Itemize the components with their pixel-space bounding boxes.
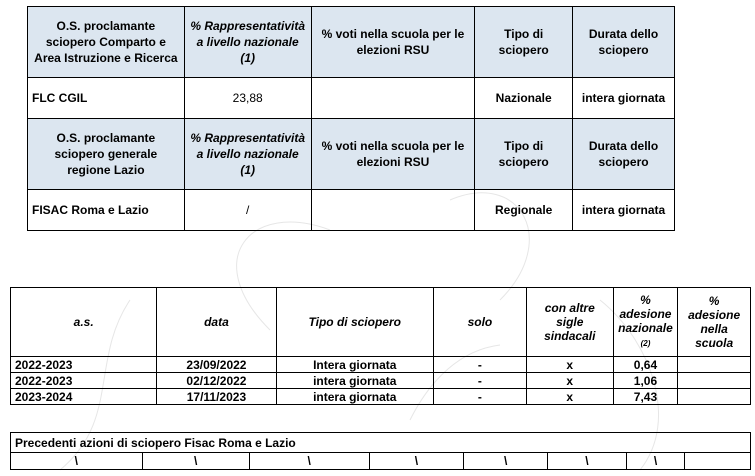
strike-duration-value: intera giornata xyxy=(573,190,675,231)
alone-cell: - xyxy=(433,357,526,373)
date-cell: 02/12/2022 xyxy=(157,373,276,389)
strike-type-value: Nazionale xyxy=(475,78,573,119)
header-strike-duration: Durata dello sciopero xyxy=(573,119,675,190)
header-strike-duration: Durata dello sciopero xyxy=(573,7,675,78)
national-adhesion-note: (2) xyxy=(640,339,651,348)
strike-type-cell: Intera giornata xyxy=(276,357,433,373)
table3-title-row xyxy=(11,433,751,453)
empty-cell: \ xyxy=(142,453,249,470)
empty-cell: \ xyxy=(11,453,143,470)
school-adhesion-cell xyxy=(678,389,751,405)
school-adhesion-cell xyxy=(678,357,751,373)
empty-cell: \ xyxy=(369,453,464,470)
national-adhesion-cell: 1,06 xyxy=(613,373,678,389)
school-year-cell: 2022-2023 xyxy=(11,373,157,389)
empty-cell: \ xyxy=(464,453,548,470)
union-name: FLC CGIL xyxy=(28,78,185,119)
strike-type-value: Regionale xyxy=(475,190,573,231)
header-strike-type: Tipo di sciopero xyxy=(276,288,433,357)
header-representativeness: % Rappresentatività a livello nazionale (1) xyxy=(184,7,311,78)
other-unions-cell: x xyxy=(526,373,613,389)
header-representativeness: % Rappresentatività a livello nazionale (1) xyxy=(184,119,311,190)
other-unions-cell: x xyxy=(526,389,613,405)
table2-header-row xyxy=(11,288,751,357)
empty-cell xyxy=(685,453,751,470)
empty-cell: \ xyxy=(249,453,369,470)
table1-header-row-2 xyxy=(28,119,675,190)
header-rsu-votes: % voti nella scuola per le elezioni RSU xyxy=(311,7,475,78)
header-alone: solo xyxy=(433,288,526,357)
strike-history-table xyxy=(10,287,751,405)
table2-row xyxy=(11,389,751,405)
representativeness-value: 23,88 xyxy=(184,78,311,119)
table2-row xyxy=(11,373,751,389)
union-name: FISAC Roma e Lazio xyxy=(28,190,185,231)
other-unions-cell: x xyxy=(526,357,613,373)
header-school-year: a.s. xyxy=(11,288,157,357)
strike-duration-value: intera giornata xyxy=(573,78,675,119)
alone-cell: - xyxy=(433,373,526,389)
previous-strikes-table xyxy=(10,432,751,470)
header-school-adhesion: % adesione nella scuola xyxy=(678,288,751,357)
alone-cell: - xyxy=(433,389,526,405)
table1-header-row-1 xyxy=(28,7,675,78)
rsu-votes-value xyxy=(311,190,475,231)
header-with-other-unions: con altre sigle sindacali xyxy=(526,288,613,357)
school-year-cell: 2022-2023 xyxy=(11,357,157,373)
header-rsu-votes: % voti nella scuola per le elezioni RSU xyxy=(311,119,475,190)
strike-type-cell: intera giornata xyxy=(276,389,433,405)
date-cell: 23/09/2022 xyxy=(157,357,276,373)
national-adhesion-label: % adesione nazionale xyxy=(618,293,673,335)
date-cell: 17/11/2023 xyxy=(157,389,276,405)
strike-type-cell: intera giornata xyxy=(276,373,433,389)
strike-unions-table xyxy=(27,6,675,231)
empty-cell: \ xyxy=(548,453,627,470)
table3-data-row xyxy=(11,453,751,470)
school-adhesion-cell xyxy=(678,373,751,389)
header-union-regional: O.S. proclamante sciopero generale regione Lazio xyxy=(28,119,185,190)
previous-strikes-title: Precedenti azioni di sciopero Fisac Roma e Lazio xyxy=(11,433,751,453)
empty-cell: \ xyxy=(626,453,685,470)
header-national-adhesion xyxy=(613,288,678,357)
national-adhesion-cell: 0,64 xyxy=(613,357,678,373)
table1-row-flc xyxy=(28,78,675,119)
header-strike-type: Tipo di sciopero xyxy=(475,119,573,190)
table2-row xyxy=(11,357,751,373)
national-adhesion-cell: 7,43 xyxy=(613,389,678,405)
school-year-cell: 2023-2024 xyxy=(11,389,157,405)
header-union-national: O.S. proclamante sciopero Comparto e Area Istruzione e Ricerca xyxy=(28,7,185,78)
representativeness-value: / xyxy=(184,190,311,231)
table1-row-fisac xyxy=(28,190,675,231)
rsu-votes-value xyxy=(311,78,475,119)
header-date: data xyxy=(157,288,276,357)
header-strike-type: Tipo di sciopero xyxy=(475,7,573,78)
